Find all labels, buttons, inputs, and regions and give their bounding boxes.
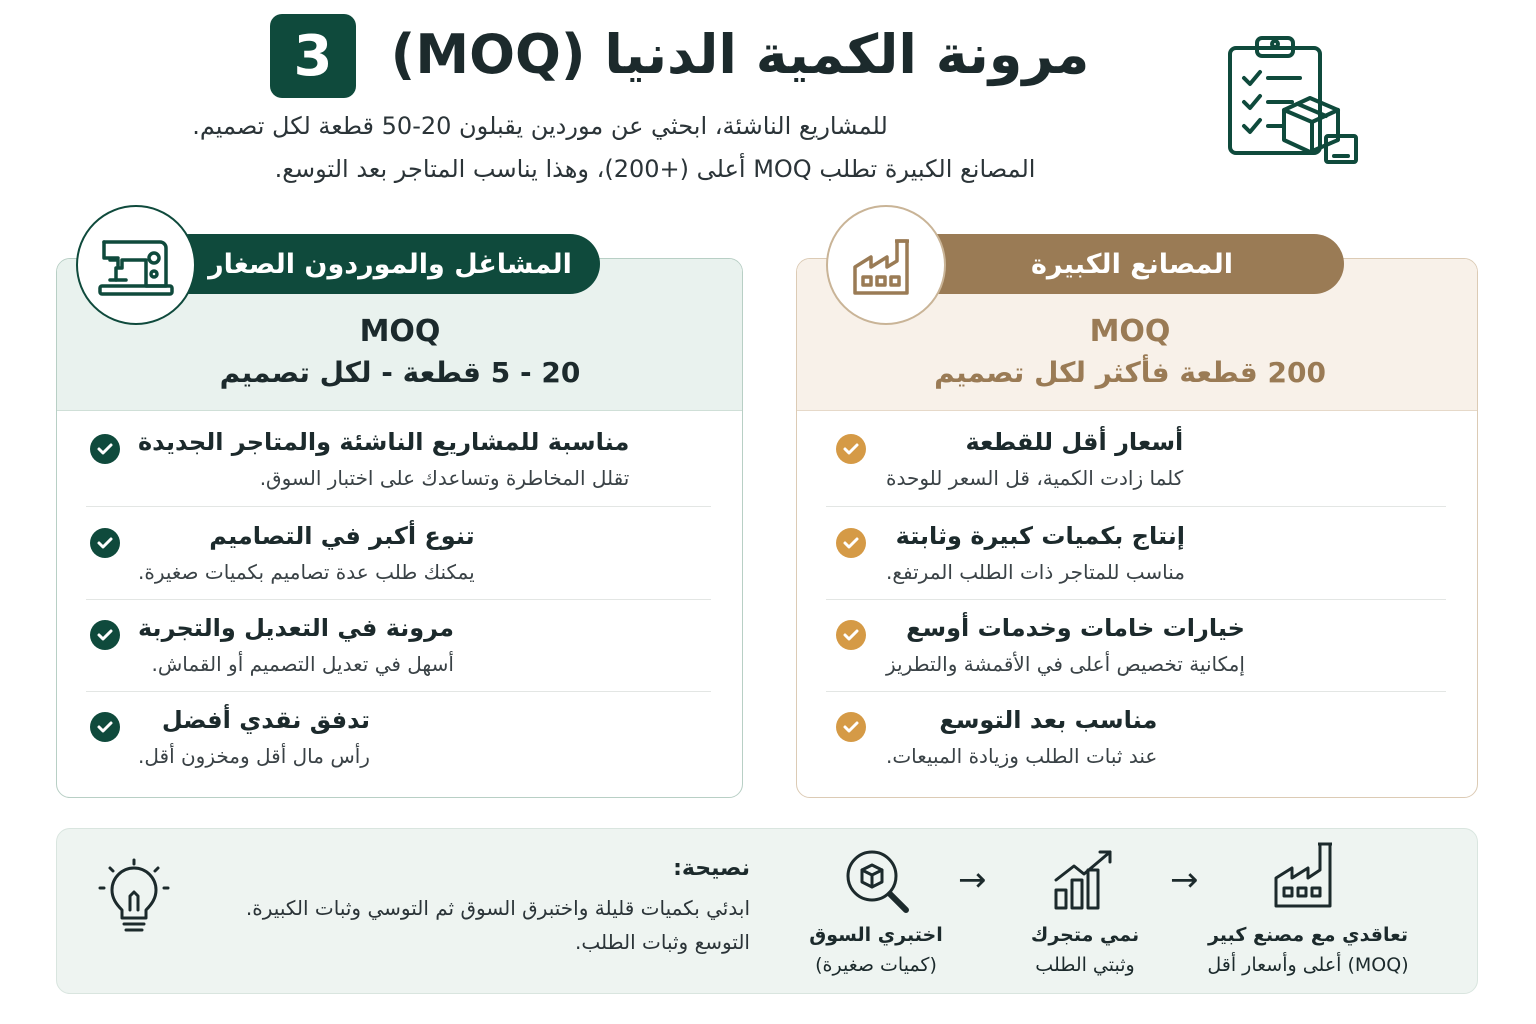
growth-chart-icon xyxy=(1050,846,1116,912)
small-suppliers-benefits-list xyxy=(90,428,720,492)
small-suppliers-moq-value: 20 - 5 قطعة - لكل تصميم xyxy=(219,356,581,389)
small-suppliers-moq-label: MOQ xyxy=(359,314,441,349)
sewing-machine-icon-circle xyxy=(76,205,196,325)
section-number-badge: 3 xyxy=(270,14,356,98)
page-title: مرونة الكمية الدنيا (MOQ) xyxy=(390,23,1090,86)
check-icon xyxy=(90,434,120,464)
tip-title: نصيحة: xyxy=(673,856,750,881)
benefit-description: تقلل المخاطرة وتساعدك على اختبار السوق. xyxy=(259,466,630,490)
list-item xyxy=(836,706,1436,768)
magnifier-box-icon xyxy=(842,846,912,916)
benefit-title: تدفق نقدي أفضل xyxy=(161,706,370,734)
benefit-description: أسهل في تعديل التصميم أو القماش. xyxy=(151,652,454,676)
list-item xyxy=(90,706,720,768)
benefit-description: عند ثبات الطلب وزيادة المبيعات. xyxy=(886,744,1158,768)
large-factories-item-3 xyxy=(836,614,1436,676)
large-factories-moq-label: MOQ xyxy=(1089,314,1171,349)
divider xyxy=(86,599,711,600)
list-item xyxy=(90,522,720,584)
subtitle-line-2: المصانع الكبيرة تطلب MOQ أعلى (+200)، وهذا يناسب المتاجر بعد التوسع. xyxy=(274,155,1036,183)
step-1-title: اختبري السوق xyxy=(809,924,943,946)
list-item xyxy=(836,428,1436,490)
divider xyxy=(826,506,1446,507)
arrow-right-icon: → xyxy=(1170,860,1199,900)
check-icon xyxy=(90,620,120,650)
arrow-right-icon: → xyxy=(958,860,987,900)
factory-icon xyxy=(851,233,921,297)
divider xyxy=(826,691,1446,692)
benefit-title: تنوع أكبر في التصاميم xyxy=(209,522,475,550)
check-icon xyxy=(836,620,866,650)
benefit-description: رأس مال أقل ومخزون أقل. xyxy=(138,744,370,768)
step-3-title: تعاقدي مع مصنع كبير xyxy=(1207,924,1408,946)
lightbulb-icon xyxy=(98,858,170,938)
step-3-subtitle: (MOQ) أعلى وأسعار أقل xyxy=(1207,954,1409,976)
step-2-subtitle: وثبتي الطلب xyxy=(1035,954,1135,976)
clipboard-boxes-icon xyxy=(1222,30,1367,170)
small-suppliers-item-3 xyxy=(90,614,720,676)
list-item xyxy=(836,522,1436,584)
tip-text-line-2: التوسع وثبات الطلب. xyxy=(575,930,750,954)
benefit-description: مناسب للمتاجر ذات الطلب المرتفع. xyxy=(886,560,1186,584)
check-icon xyxy=(90,712,120,742)
list-item xyxy=(836,614,1436,676)
check-icon xyxy=(836,712,866,742)
divider xyxy=(86,506,711,507)
tip-text-line-1: ابدئي بكميات قليلة واختبرق السوق ثم التوسي وثبات الكبيرة. xyxy=(245,896,750,920)
benefit-title: إنتاج بكميات كبيرة وثابتة xyxy=(895,522,1186,550)
factory-icon xyxy=(1272,838,1344,910)
benefit-title: مرونة في التعديل والتجربة xyxy=(138,614,454,642)
check-icon xyxy=(90,528,120,558)
large-factories-badge: المصانع الكبيرة xyxy=(900,234,1344,294)
small-suppliers-item-4 xyxy=(90,706,720,768)
list-item xyxy=(90,614,720,676)
small-suppliers-item-2 xyxy=(90,522,720,584)
large-factories-item-2 xyxy=(836,522,1436,584)
benefit-description: كلما زادت الكمية، قل السعر للوحدة xyxy=(886,466,1184,490)
divider xyxy=(86,691,711,692)
check-icon xyxy=(836,528,866,558)
benefit-title: أسعار أقل للقطعة xyxy=(965,428,1184,456)
benefit-description: يمكنك طلب عدة تصاميم بكميات صغيرة. xyxy=(138,560,475,584)
factory-icon-circle xyxy=(826,205,946,325)
large-factories-item-4 xyxy=(836,706,1436,768)
list-item xyxy=(90,428,720,492)
divider xyxy=(826,599,1446,600)
large-factories-benefits-list xyxy=(836,428,1436,490)
subtitle-line-1: للمشاريع الناشئة، ابحثي عن موردين يقبلون 20-50 قطعة لكل تصميم. xyxy=(192,112,888,140)
large-factories-moq-value: 200 قطعة فأكثر لكل تصميم xyxy=(934,356,1326,389)
benefit-title: مناسبة للمشاريع الناشئة والمتاجر الجديدة xyxy=(138,428,630,456)
benefit-title: خيارات خامات وخدمات أوسع xyxy=(906,614,1245,642)
small-suppliers-badge: المشاغل والموردون الصغار xyxy=(160,234,600,294)
benefit-title: مناسب بعد التوسع xyxy=(939,706,1158,734)
step-1-subtitle: (كميات صغيرة) xyxy=(815,954,937,976)
benefit-description: إمكانية تخصيص أعلى في الأقمشة والتطريز xyxy=(886,652,1245,676)
step-2-title: نمي متجرك xyxy=(1030,924,1140,946)
check-icon xyxy=(836,434,866,464)
sewing-machine-icon xyxy=(96,230,176,300)
